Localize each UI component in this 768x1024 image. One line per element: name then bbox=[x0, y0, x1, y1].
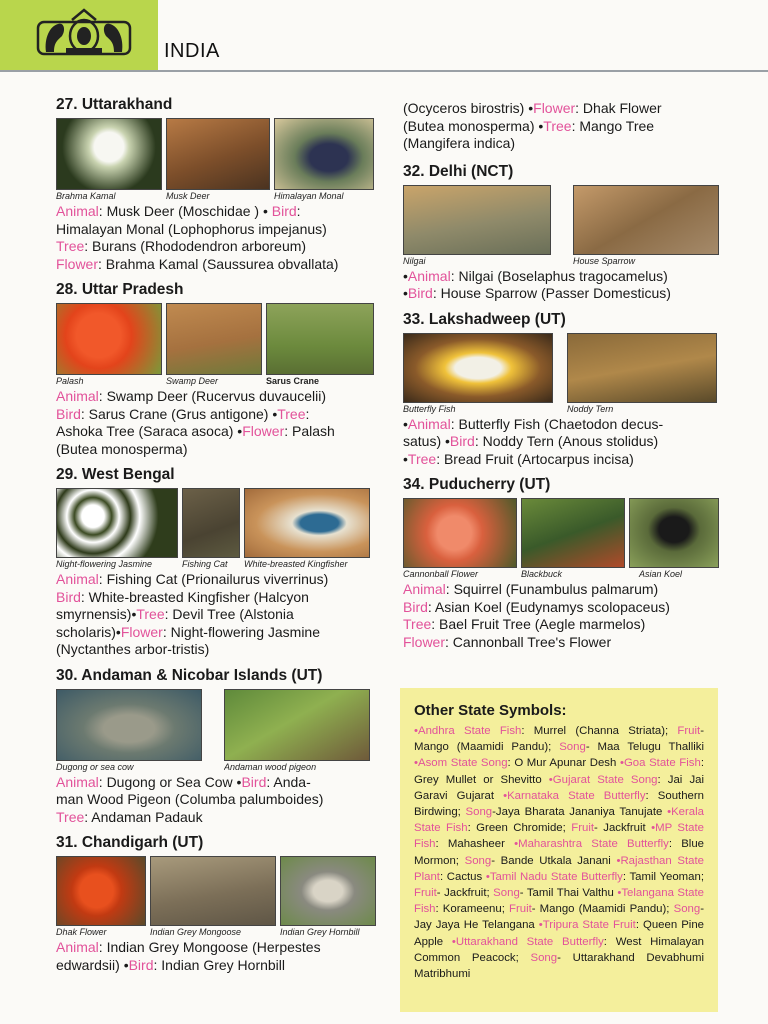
caption: Indian Grey Hornbill bbox=[280, 927, 360, 937]
value: (Butea monosperma) bbox=[56, 440, 188, 457]
value: man Wood Pigeon (Columba palumboides) bbox=[56, 791, 324, 807]
symbol-value: : Murrel (Channa Striata); bbox=[521, 725, 678, 737]
label-tree: Tree bbox=[136, 606, 165, 622]
value: : Sarus Crane (Grus antigone) • bbox=[80, 405, 278, 422]
label-bird: Bird bbox=[241, 773, 267, 790]
symbol-value: - Mango (Maamidi Pandu); bbox=[414, 725, 704, 754]
other-state-symbols-box bbox=[400, 688, 718, 1012]
caption: Noddy Tern bbox=[567, 403, 614, 414]
label-bird: Bird bbox=[403, 598, 428, 615]
symbol-label: •Asom State Song bbox=[414, 757, 508, 770]
value: : Swamp Deer (Rucervus duvaucelii) bbox=[98, 388, 326, 404]
other-symbols-text bbox=[414, 723, 704, 982]
caption-row bbox=[56, 762, 382, 772]
symbol-value: : Southern Birdwing; bbox=[414, 789, 705, 819]
symbol-value: : Jai Jai Garavi Gujarat bbox=[414, 773, 705, 802]
label-animal: Animal bbox=[407, 267, 451, 284]
section-title: 29. West Bengal bbox=[56, 466, 175, 483]
symbols-text bbox=[403, 268, 723, 303]
section-uttarakhand bbox=[56, 96, 382, 273]
value: : Butterfly Fish (Chaetodon decus- bbox=[450, 415, 664, 432]
caption-row bbox=[56, 927, 382, 937]
label-animal: Animal bbox=[403, 581, 446, 597]
photo-row bbox=[403, 185, 723, 255]
label-tree: Tree bbox=[56, 808, 85, 825]
value: : Bael Fruit Tree (Aegle marmelos) bbox=[431, 616, 646, 632]
value: satus) • bbox=[403, 433, 450, 449]
value: : Noddy Tern (Anous stolidus) bbox=[474, 433, 659, 449]
symbols-text bbox=[56, 774, 382, 827]
label-animal: Animal bbox=[56, 388, 99, 404]
value: : Night-flowering Jasmine bbox=[162, 623, 320, 640]
bullet: • bbox=[403, 267, 408, 284]
caption-row bbox=[403, 404, 723, 414]
caption: Blackbuck bbox=[521, 569, 563, 579]
value: : Asian Koel (Eudynamys scolopaceus) bbox=[427, 598, 670, 615]
label-bird: Bird bbox=[128, 956, 154, 973]
value: : Fishing Cat (Prionailurus viverrinus) bbox=[98, 571, 329, 587]
other-symbols-title: Other State Symbols: bbox=[414, 702, 567, 719]
symbol-value: -Jaya Bharata Jananiya Tanujate bbox=[492, 806, 668, 819]
photo-musk-deer bbox=[166, 118, 270, 190]
photo-house-sparrow bbox=[573, 185, 719, 255]
label-animal: Animal bbox=[56, 203, 99, 219]
symbols-text bbox=[403, 581, 723, 651]
caption: Cannonball Flower bbox=[403, 569, 479, 579]
section-title: 27. Uttarakhand bbox=[56, 96, 173, 113]
symbol-label: Fruit bbox=[508, 903, 532, 916]
value: (Butea monosperma) • bbox=[403, 117, 544, 134]
section-andaman-nicobar bbox=[56, 667, 382, 827]
symbol-value: - Uttarakhand Devabhumi Matribhumi bbox=[414, 951, 705, 981]
label-animal: Animal bbox=[56, 571, 99, 587]
photo-nilgai bbox=[403, 185, 551, 255]
value: : Bread Fruit (Artocarpus incisa) bbox=[436, 450, 634, 467]
symbol-value: - Mango (Maamidi Pandu); bbox=[531, 903, 674, 916]
caption: Himalayan Monal bbox=[274, 191, 344, 201]
photo-dugong bbox=[56, 689, 202, 761]
symbol-label: •Maharashtra State Butterfly bbox=[514, 838, 669, 851]
symbol-label: •MP State Fish bbox=[414, 822, 705, 851]
value: (Nyctanthes arbor-tristis) bbox=[56, 641, 210, 657]
right-column bbox=[403, 100, 723, 659]
value: (Ocyceros birostris) • bbox=[403, 100, 534, 116]
label-tree: Tree bbox=[277, 405, 306, 422]
caption-row bbox=[403, 256, 723, 266]
label-animal: Animal bbox=[407, 415, 451, 432]
symbol-value: : Queen Pine Apple bbox=[414, 919, 704, 948]
value: : Cannonball Tree's Flower bbox=[445, 633, 612, 650]
section-west-bengal bbox=[56, 466, 382, 659]
caption-row bbox=[56, 191, 382, 201]
label-animal: Animal bbox=[56, 773, 99, 790]
symbol-value: : Cactus bbox=[439, 870, 486, 883]
caption: Sarus Crane bbox=[266, 376, 320, 386]
label-tree: Tree bbox=[403, 616, 432, 632]
bullet: • bbox=[403, 450, 408, 467]
photo-row bbox=[56, 856, 382, 926]
label-flower: Flower bbox=[120, 623, 163, 640]
photo-butterfly-fish bbox=[403, 333, 553, 403]
photo-grey-mongoose bbox=[150, 856, 276, 926]
value: : Dugong or Sea Cow • bbox=[98, 773, 242, 790]
value: : White-breasted Kingfisher (Halcyon bbox=[80, 588, 309, 605]
photo-swamp-deer bbox=[166, 303, 262, 375]
photo-asian-koel bbox=[629, 498, 719, 568]
photo-kingfisher bbox=[244, 488, 370, 558]
left-column bbox=[56, 96, 382, 982]
photo-row bbox=[403, 498, 723, 568]
photo-fishing-cat bbox=[182, 488, 240, 558]
photo-dhak-flower bbox=[56, 856, 146, 926]
section-delhi bbox=[403, 163, 723, 303]
caption-row bbox=[56, 376, 382, 386]
photo-blackbuck bbox=[521, 498, 625, 568]
section-title: 34. Puducherry (UT) bbox=[403, 476, 551, 493]
photo-row bbox=[403, 333, 723, 403]
caption: Musk Deer bbox=[166, 191, 210, 201]
value: Himalayan Monal (Lophophorus impejanus) bbox=[56, 220, 327, 237]
label-bird: Bird bbox=[449, 433, 475, 449]
photo-row bbox=[56, 488, 382, 558]
symbol-label: •Rajasthan State Plant bbox=[414, 854, 704, 883]
bullet: • bbox=[403, 285, 408, 301]
value: : Burans (Rhododendron arboreum) bbox=[84, 238, 307, 254]
value: : Indian Grey Hornbill bbox=[153, 956, 286, 973]
value: scholaris)• bbox=[56, 623, 121, 640]
section-title: 30. Andaman & Nicobar Islands (UT) bbox=[56, 666, 323, 684]
photo-noddy-tern bbox=[567, 333, 717, 403]
photo-himalayan-monal bbox=[274, 118, 374, 190]
symbol-label: •Tamil Nadu State Butterfly bbox=[485, 870, 623, 883]
photo-row bbox=[56, 118, 382, 190]
value: : Devil Tree (Alstonia bbox=[164, 606, 294, 622]
symbols-text bbox=[403, 416, 723, 469]
value: : House Sparrow (Passer Domesticus) bbox=[432, 285, 671, 301]
label-bird: Bird bbox=[56, 405, 81, 422]
label-bird: Bird bbox=[56, 588, 81, 605]
caption: Andaman wood pigeon bbox=[224, 761, 317, 772]
value: : Palash bbox=[284, 423, 335, 439]
symbol-label: Song bbox=[464, 854, 492, 867]
symbol-label: Song bbox=[673, 903, 701, 916]
section-puducherry bbox=[403, 476, 723, 651]
symbols-text bbox=[56, 203, 382, 273]
symbol-value: - Maa Telugu Thalliki bbox=[585, 741, 704, 754]
label-flower: Flower bbox=[242, 423, 285, 439]
section-title: 28. Uttar Pradesh bbox=[56, 281, 184, 298]
label-flower: Flower bbox=[403, 633, 446, 650]
caption: Brahma Kamal bbox=[56, 191, 116, 201]
header-divider bbox=[0, 70, 768, 72]
caption: White-breasted Kingfisher bbox=[244, 559, 348, 569]
value: : Mango Tree bbox=[571, 117, 655, 134]
value: : Indian Grey Mongoose (Herpestes bbox=[98, 939, 321, 955]
value: (Mangifera indica) bbox=[403, 135, 516, 151]
photo-sarus-crane bbox=[266, 303, 374, 375]
symbol-label: •Gujarat State Song bbox=[548, 773, 658, 786]
symbol-value: - Jackfruit bbox=[594, 822, 652, 835]
emblem-icon bbox=[36, 8, 132, 60]
symbol-value: : West Himalayan Common Peacock; bbox=[414, 935, 704, 964]
symbols-text bbox=[56, 571, 382, 659]
symbol-value: : Korameenu; bbox=[435, 903, 509, 916]
symbol-label: •Tripura State Fruit bbox=[538, 919, 636, 932]
caption: Dhak Flower bbox=[56, 927, 107, 937]
photo-brahma-kamal bbox=[56, 118, 162, 190]
section-uttar-pradesh bbox=[56, 281, 382, 458]
symbol-label: •Telangana State Fish bbox=[414, 887, 704, 916]
symbol-value: : Blue Mormon; bbox=[414, 838, 704, 867]
value: : Brahma Kamal (Saussurea obvallata) bbox=[98, 255, 339, 272]
symbols-text bbox=[403, 100, 723, 153]
label-flower: Flower bbox=[533, 100, 576, 116]
caption: Indian Grey Mongoose bbox=[150, 927, 242, 937]
section-title: 33. Lakshadweep (UT) bbox=[403, 310, 566, 328]
label-animal: Animal bbox=[56, 939, 99, 955]
page-title: INDIA bbox=[164, 40, 220, 62]
value: : Squirrel (Funambulus palmarum) bbox=[445, 581, 659, 597]
label-bird: Bird bbox=[271, 203, 297, 219]
label-tree: Tree bbox=[543, 117, 572, 134]
symbol-value: : Tamil Yeoman; bbox=[622, 870, 704, 883]
symbol-value: - Jay Jaya He Telangana bbox=[414, 903, 704, 932]
caption: Asian Koel bbox=[639, 569, 683, 579]
symbol-label: •Andhra State Fish bbox=[414, 725, 522, 737]
value: : bbox=[296, 203, 301, 219]
symbol-label: Song bbox=[530, 951, 558, 964]
caption-row bbox=[403, 569, 723, 579]
caption: Fishing Cat bbox=[182, 559, 228, 569]
value: : Musk Deer (Moschidae ) • bbox=[98, 203, 272, 219]
value: : Nilgai (Boselaphus tragocamelus) bbox=[450, 267, 668, 284]
value: smyrnensis)• bbox=[56, 606, 137, 622]
bullet: • bbox=[403, 415, 408, 432]
symbol-label: •Uttarakhand State Butterfly bbox=[451, 935, 604, 948]
label-tree: Tree bbox=[56, 238, 85, 254]
symbol-value: : Green Chromide; bbox=[467, 822, 572, 835]
symbol-label: Fruit bbox=[414, 887, 437, 900]
value: edwardsii) • bbox=[56, 956, 129, 973]
section-chandigarh-continued bbox=[403, 100, 723, 153]
section-lakshadweep bbox=[403, 311, 723, 469]
symbol-label: Song bbox=[493, 887, 520, 900]
caption: Night-flowering Jasmine bbox=[56, 559, 153, 569]
symbol-label: Fruit bbox=[677, 725, 701, 737]
symbols-text bbox=[56, 388, 382, 458]
symbol-label: Song bbox=[559, 741, 586, 754]
symbol-label: •Kerala State Fish bbox=[414, 806, 704, 835]
symbol-label: Song bbox=[465, 806, 493, 819]
symbol-value: - Bande Utkala Janani bbox=[491, 854, 617, 867]
caption: Palash bbox=[56, 376, 84, 386]
value: Ashoka Tree (Saraca asoca) • bbox=[56, 423, 243, 439]
photo-palash bbox=[56, 303, 162, 375]
label-bird: Bird bbox=[407, 285, 433, 301]
photo-grey-hornbill bbox=[280, 856, 376, 926]
symbol-label: •Goa State Fish bbox=[619, 757, 701, 770]
photo-cannonball-flower bbox=[403, 498, 517, 568]
value: : Andaman Padauk bbox=[84, 808, 203, 825]
value: : bbox=[305, 405, 310, 422]
label-tree: Tree bbox=[407, 450, 437, 467]
caption: Nilgai bbox=[403, 255, 426, 266]
symbol-value: : O Mur Apunar Desh bbox=[507, 757, 620, 770]
value: : Anda- bbox=[266, 773, 311, 790]
symbol-value: : Mahasheer bbox=[435, 838, 515, 851]
section-title: 31. Chandigarh (UT) bbox=[56, 834, 204, 851]
symbols-text bbox=[56, 939, 382, 974]
symbol-value: - Tamil Thai Valthu bbox=[519, 887, 618, 900]
photo-row bbox=[56, 303, 382, 375]
caption: Swamp Deer bbox=[166, 376, 219, 386]
symbol-value: : Grey Mullet or Shevitto bbox=[414, 757, 704, 786]
symbol-label: •Karnataka State Butterfly bbox=[503, 789, 646, 802]
caption: Dugong or sea cow bbox=[56, 761, 134, 772]
photo-row bbox=[56, 689, 382, 761]
caption: House Sparrow bbox=[573, 255, 636, 266]
symbol-label: Fruit bbox=[571, 822, 595, 835]
symbol-value: - Jackfruit; bbox=[436, 887, 494, 900]
photo-night-jasmine bbox=[56, 488, 178, 558]
value: : Dhak Flower bbox=[575, 100, 662, 116]
section-title: 32. Delhi (NCT) bbox=[403, 162, 514, 180]
label-flower: Flower bbox=[56, 255, 99, 272]
caption: Butterfly Fish bbox=[403, 403, 456, 414]
section-chandigarh bbox=[56, 834, 382, 974]
caption-row bbox=[56, 559, 382, 569]
photo-andaman-wood-pigeon bbox=[224, 689, 370, 761]
